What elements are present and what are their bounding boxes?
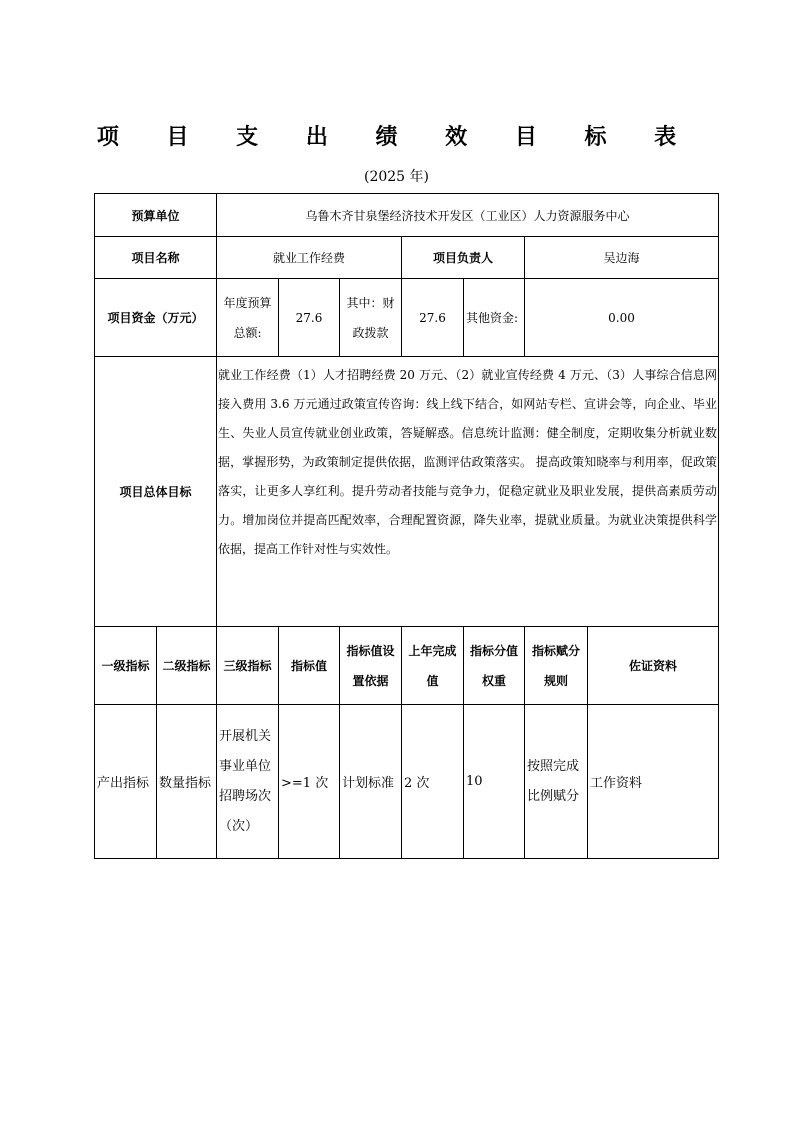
project-name-value: 就业工作经费 <box>217 237 402 279</box>
other-funds-value: 0.00 <box>525 279 719 357</box>
project-owner-value: 吴边海 <box>525 237 719 279</box>
annual-budget-label: 年度预算总额: <box>217 279 279 357</box>
header-rule: 指标赋分规则 <box>525 627 588 705</box>
header-weight: 指标分值权重 <box>464 627 525 705</box>
overall-goal-text: 就业工作经费（1）人才招聘经费 20 万元、（2）就业宣传经费 4 万元、（3）人事综合信息网接入费用 3.6 万元通过政策宣传咨询：线上线下结合，如网站专栏、宣讲会等，向企业、毕业生、失业人员宣传就业创业政策，答疑解惑。信息统计监测：健全制度，定期收集分析就业数据，掌握形势，为政策制定提供依据，监测评估政策落实。 提高政策知晓率与利用率，促政策落实，让更多人享红利。提升劳动者技能与竞争力，促稳定就业及职业发展，提供高素质劳动力。增加岗位并提高匹配效率，合理配置资源，降失业率，提就业质量。为就业决策提供科学依据，提高工作针对性与实效性。 <box>217 357 719 627</box>
project-fund-label: 项目资金（万元） <box>95 279 217 357</box>
indicator-level3: 开展机关事业单位招聘场次（次） <box>217 705 279 859</box>
other-funds-label: 其他资金: <box>464 279 525 357</box>
budget-unit-label: 预算单位 <box>95 194 217 237</box>
header-level1: 一级指标 <box>95 627 157 705</box>
indicator-header-row <box>95 627 719 705</box>
year-subtitle: (2025 年) <box>363 169 429 185</box>
project-owner-label: 项目负责人 <box>402 237 525 279</box>
header-level3: 三级指标 <box>217 627 279 705</box>
row-budget-unit <box>95 194 719 237</box>
indicator-basis: 计划标准 <box>340 705 402 859</box>
indicator-rule: 按照完成比例赋分 <box>525 705 588 859</box>
table-row <box>95 705 719 859</box>
annual-budget-value: 27.6 <box>279 279 340 357</box>
indicator-weight: 10 <box>464 705 525 859</box>
header-basis: 指标值设置依据 <box>340 627 402 705</box>
budget-unit-value: 乌鲁木齐甘泉堡经济技术开发区（工业区）人力资源服务中心 <box>217 194 719 237</box>
indicator-level1: 产出指标 <box>95 705 157 859</box>
indicator-level2: 数量指标 <box>157 705 217 859</box>
header-level2: 二级指标 <box>157 627 217 705</box>
row-project-name <box>95 237 719 279</box>
header-last-year: 上年完成值 <box>402 627 464 705</box>
fiscal-appropriation-label: 其中：财政拨款 <box>340 279 402 357</box>
overall-goal-label: 项目总体目标 <box>95 357 217 627</box>
performance-table <box>94 193 719 859</box>
indicator-value: >=1 次 <box>279 705 340 859</box>
indicator-evidence: 工作资料 <box>588 705 719 859</box>
indicator-last-year: 2 次 <box>402 705 464 859</box>
row-project-fund <box>95 279 719 357</box>
fiscal-appropriation-value: 27.6 <box>402 279 464 357</box>
project-name-label: 项目名称 <box>95 237 217 279</box>
page-title: 项 目 支 出 绩 效 目 标 表 <box>96 125 697 150</box>
header-value: 指标值 <box>279 627 340 705</box>
row-overall-goal <box>95 357 719 627</box>
header-evidence: 佐证资料 <box>588 627 719 705</box>
